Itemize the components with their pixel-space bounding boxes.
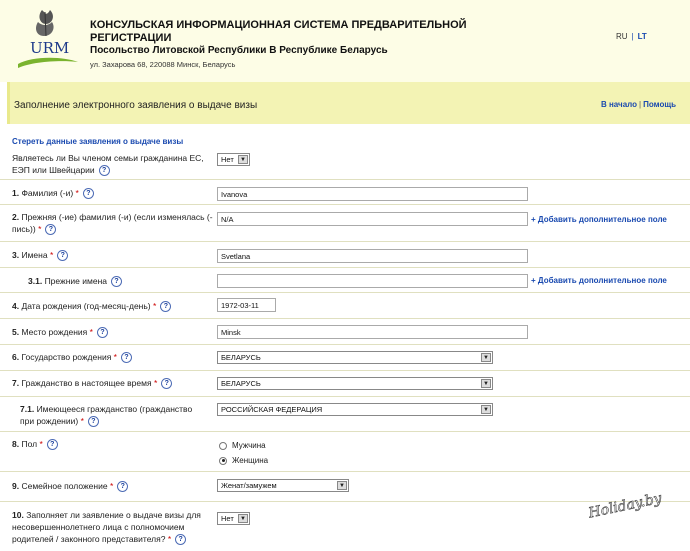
- citizenship-select[interactable]: [217, 377, 493, 390]
- help-icon[interactable]: ?: [111, 276, 122, 287]
- eu-family-label: [12, 152, 212, 176]
- watermark: Holiday.by: [587, 490, 664, 522]
- minor-guardian-select[interactable]: [217, 512, 250, 525]
- citizenship-birth-value: РОССИЙСКАЯ ФЕДЕРАЦИЯ: [221, 405, 323, 414]
- birth-place-num: 5.: [12, 327, 20, 337]
- prev-surname-label: [12, 211, 217, 235]
- citizenship-num: 7.: [12, 378, 20, 388]
- language-switcher: [616, 32, 647, 41]
- help-icon[interactable]: ?: [160, 301, 171, 312]
- citizenship-birth-label-text: Имеющееся гражданство (гражданство при рождении): [20, 404, 193, 426]
- system-title: КОНСУЛЬСКАЯ ИНФОРМАЦИОННАЯ СИСТЕМА ПРЕДВАРИТЕЛЬНОЙ РЕГИСТРАЦИИ: [90, 19, 467, 44]
- chevron-down-icon: ▼: [238, 514, 248, 523]
- marital-select[interactable]: [217, 479, 349, 492]
- sex-option-female-label: Женщина: [232, 456, 269, 465]
- site-header: [0, 0, 690, 82]
- minor-guardian-label: [12, 509, 217, 545]
- eu-family-value: Нет: [221, 155, 234, 164]
- embassy-address: ул. Захарова 68, 220088 Минск, Беларусь: [90, 60, 236, 69]
- citizenship-label-text: Гражданство в настоящее время: [21, 378, 152, 388]
- help-icon[interactable]: ?: [57, 250, 68, 261]
- required-mark: *: [38, 224, 42, 234]
- clear-application-link[interactable]: Стереть данные заявления о выдаче визы: [12, 137, 184, 146]
- birth-date-num: 4.: [12, 301, 20, 311]
- minor-guardian-label-text: Заполняет ли заявление о выдаче визы для несовершеннолетнего лица с полномочием родителей / законного представителя?: [12, 510, 201, 544]
- form-row-prev-surname: [0, 206, 690, 242]
- names-input[interactable]: [217, 249, 528, 263]
- form-row-minor-guardian: [0, 503, 690, 551]
- surname-label: [12, 187, 94, 199]
- chevron-down-icon: ▼: [481, 353, 491, 362]
- birth-date-input[interactable]: [217, 298, 276, 312]
- form-row-sex: [0, 433, 690, 472]
- names-label-text: Имена: [21, 250, 48, 260]
- prev-surname-label-text: Прежняя (-ие) фамилия (-и) (если изменялась (-пись)): [12, 212, 213, 234]
- lang-ru-link[interactable]: RU: [616, 32, 628, 41]
- sex-option-female[interactable]: [219, 456, 268, 465]
- citizenship-birth-label: [20, 403, 205, 427]
- form-row-birth-date: [0, 294, 690, 319]
- radio-checked-icon: [219, 457, 227, 465]
- form-row-marital: [0, 473, 690, 502]
- birth-country-value: БЕЛАРУСЬ: [221, 353, 261, 362]
- prev-names-num: 3.1.: [28, 276, 43, 286]
- top-nav-links: [601, 100, 676, 109]
- required-mark: *: [89, 327, 93, 337]
- required-mark: *: [167, 534, 172, 544]
- required-mark: *: [153, 378, 158, 388]
- required-mark: *: [109, 481, 114, 491]
- surname-num: 1.: [12, 188, 20, 198]
- citizenship-label: [12, 377, 172, 389]
- required-mark: *: [49, 250, 54, 260]
- required-mark: *: [113, 352, 117, 362]
- lang-lt-link[interactable]: LT: [637, 32, 647, 41]
- birth-country-label: [12, 351, 132, 363]
- chevron-down-icon: ▼: [337, 481, 347, 490]
- surname-input[interactable]: [217, 187, 528, 201]
- help-icon[interactable]: ?: [47, 439, 58, 450]
- help-icon[interactable]: ?: [161, 378, 172, 389]
- prev-surname-input[interactable]: [217, 212, 528, 226]
- help-icon[interactable]: ?: [99, 165, 110, 176]
- form-row-citizenship-birth: [0, 398, 690, 432]
- eu-family-label-text: Являетесь ли Вы членом семьи гражданина ЕС, ЕЭП или Швейцарии: [12, 153, 204, 175]
- birth-country-num: 6.: [12, 352, 20, 362]
- form-row-eu-family: [0, 148, 690, 180]
- marital-label: [12, 480, 128, 492]
- required-mark: *: [39, 439, 43, 449]
- chevron-down-icon: ▼: [238, 155, 248, 164]
- page-title: Заполнение электронного заявления о выдаче визы: [14, 100, 258, 111]
- help-link[interactable]: Помощь: [643, 100, 676, 109]
- sex-option-male-label: Мужчина: [232, 441, 266, 450]
- marital-label-text: Семейное положение: [21, 481, 108, 491]
- chevron-down-icon: ▼: [481, 405, 491, 414]
- chevron-down-icon: ▼: [481, 379, 491, 388]
- lang-separator: |: [631, 32, 634, 41]
- radio-icon: [219, 442, 227, 450]
- birth-place-label-text: Место рождения: [21, 327, 88, 337]
- add-prev-surname-link[interactable]: + Добавить дополнительное поле: [531, 215, 667, 224]
- form-row-surname: [0, 181, 690, 205]
- required-mark: *: [80, 416, 84, 426]
- help-icon[interactable]: ?: [45, 224, 56, 235]
- marital-value: Женат/замужем: [221, 481, 277, 490]
- help-icon[interactable]: ?: [121, 352, 132, 363]
- form-row-names: [0, 243, 690, 268]
- names-num: 3.: [12, 250, 20, 260]
- birth-country-select[interactable]: [217, 351, 493, 364]
- surname-label-text: Фамилия (-и): [21, 188, 74, 198]
- prev-names-label-text: Прежние имена: [44, 276, 107, 286]
- marital-num: 9.: [12, 481, 20, 491]
- nav-separator: |: [639, 100, 642, 109]
- sex-option-male[interactable]: [219, 441, 266, 450]
- birth-place-input[interactable]: [217, 325, 528, 339]
- names-label: [12, 249, 68, 261]
- sex-label-text: Пол: [21, 439, 38, 449]
- required-mark: *: [75, 188, 79, 198]
- urm-logo: [12, 6, 82, 72]
- help-icon[interactable]: ?: [88, 416, 99, 427]
- citizenship-birth-select[interactable]: [217, 403, 493, 416]
- citizenship-value: БЕЛАРУСЬ: [221, 379, 261, 388]
- form-row-birth-country: [0, 346, 690, 371]
- minor-guardian-value: Нет: [221, 514, 234, 523]
- sex-label: [12, 438, 58, 450]
- prev-names-input[interactable]: [217, 274, 528, 288]
- form-row-birth-place: [0, 320, 690, 345]
- svg-text:URM: URM: [30, 39, 70, 57]
- birth-country-label-text: Государство рождения: [21, 352, 112, 362]
- required-mark: *: [153, 301, 157, 311]
- add-prev-names-link[interactable]: + Добавить дополнительное поле: [531, 276, 667, 285]
- help-icon[interactable]: ?: [117, 481, 128, 492]
- birth-place-label: [12, 326, 108, 338]
- prev-names-label: [28, 275, 122, 287]
- minor-guardian-num: 10.: [12, 510, 24, 520]
- form-row-prev-names: [0, 269, 690, 293]
- title-accent-line: [7, 82, 10, 124]
- form-row-citizenship: [0, 372, 690, 397]
- help-icon[interactable]: ?: [83, 188, 94, 199]
- help-icon[interactable]: ?: [97, 327, 108, 338]
- home-link[interactable]: В начало: [600, 100, 638, 109]
- embassy-name: Посольство Литовской Республики В Республике Беларусь: [90, 45, 388, 56]
- sex-num: 8.: [12, 439, 20, 449]
- prev-surname-num: 2.: [12, 212, 20, 222]
- title-accent: [0, 82, 7, 124]
- eu-family-select[interactable]: [217, 153, 250, 166]
- birth-date-label-text: Дата рождения (год-месяц-день): [21, 301, 151, 311]
- citizenship-birth-num: 7.1.: [20, 404, 35, 414]
- birth-date-label: [12, 300, 171, 312]
- help-icon[interactable]: ?: [175, 534, 186, 545]
